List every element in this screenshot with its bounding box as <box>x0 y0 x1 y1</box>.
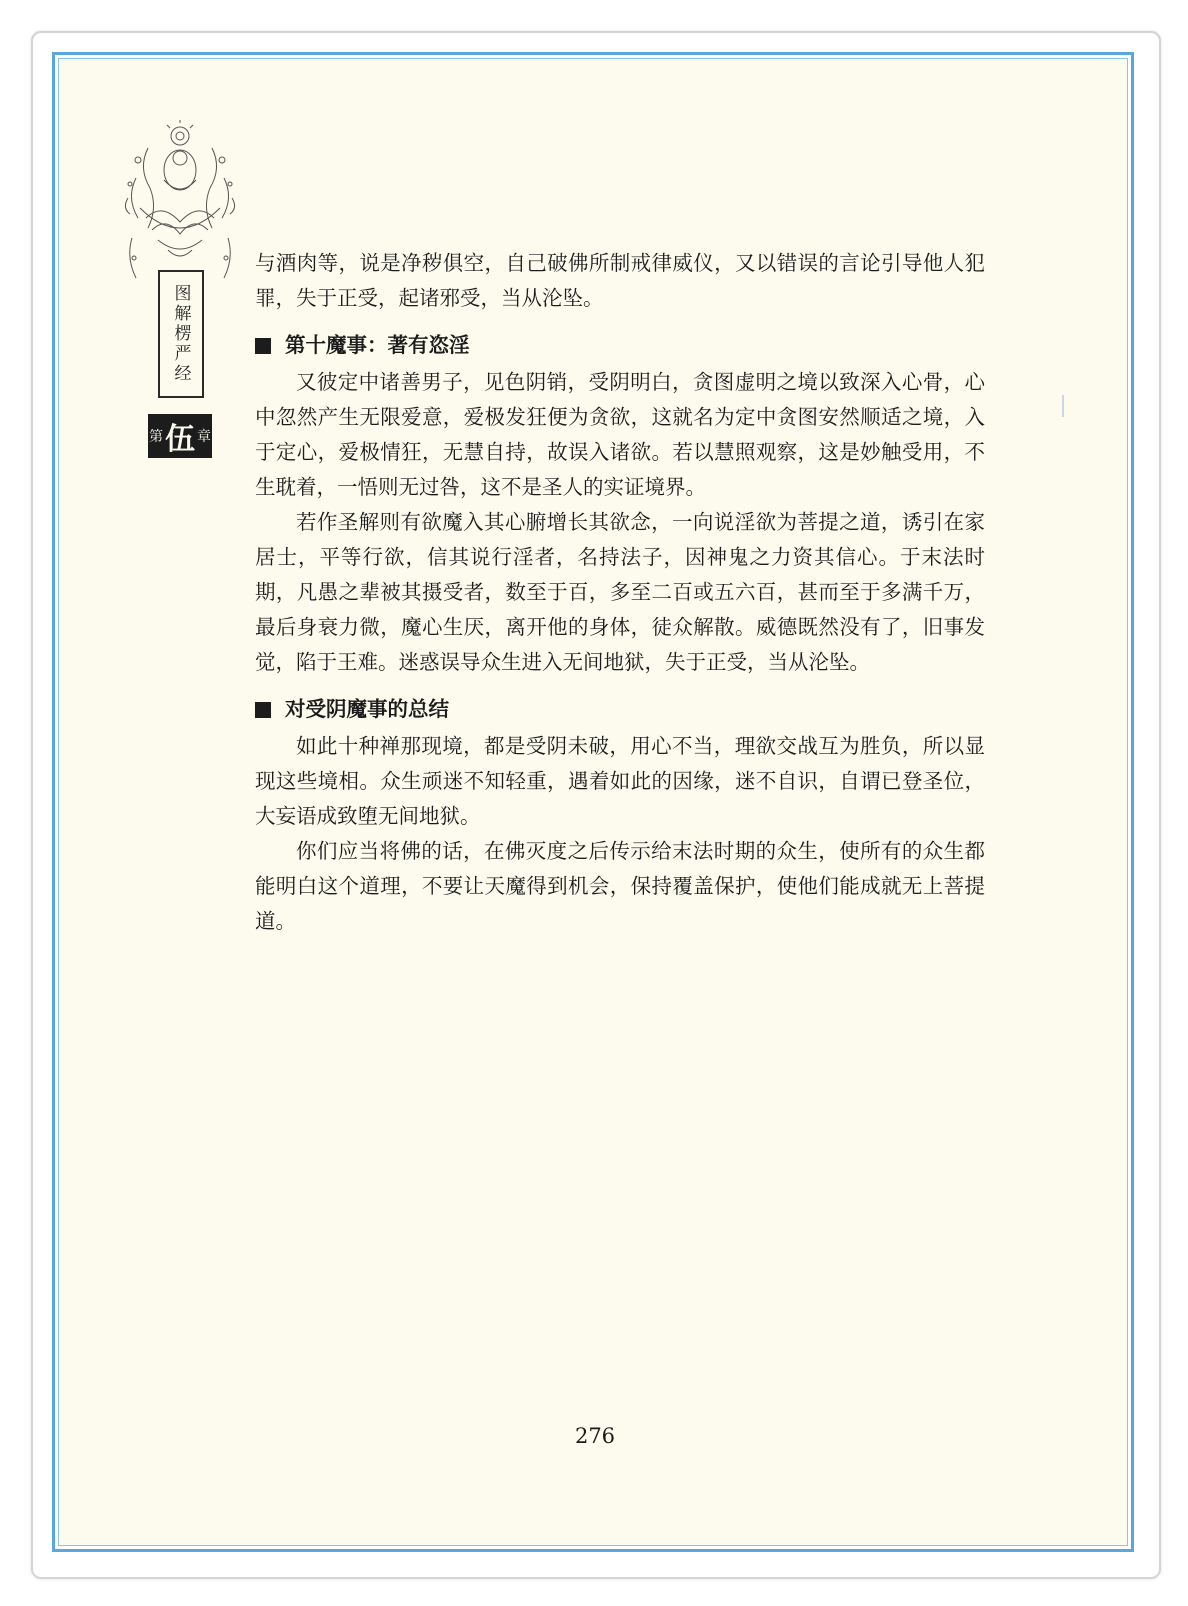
square-bullet-icon <box>255 702 271 718</box>
book-title-spine <box>158 270 204 398</box>
book-title: 图解楞严经 <box>170 284 191 384</box>
chapter-suffix: 章 <box>197 429 211 445</box>
chapter-badge <box>148 414 212 458</box>
section-heading-text: 第十魔事：著有恣淫 <box>285 333 470 357</box>
page-number: 276 <box>574 1424 616 1448</box>
paragraph: 如此十种禅那现境，都是受阴未破，用心不当，理欲交战互为胜负，所以显现这些境相。众生顽迷不知轻重，遇着如此的因缘，迷不自识，自谓已登圣位，大妄语成致堕无间地狱。 <box>255 734 985 828</box>
paragraph-continuation: 与酒肉等，说是净秽俱空，自己破佛所制戒律威仪，又以错误的言论引导他人犯罪，失于正受，起诸邪受，当从沦坠。 <box>255 251 985 310</box>
section-heading <box>255 692 985 727</box>
paragraph: 若作圣解则有欲魔入其心腑增长其欲念，一向说淫欲为菩提之道，诱引在家居士，平等行欲，信其说行淫者，名持法子，因神鬼之力资其信心。于末法时期，凡愚之辈被其摄受者，数至于百，多至二百或五六百，甚而至于多满千万，最后身衰力微，魔心生厌，离开他的身体，徒众解散。威德既然没有了，旧事发觉，陷于王难。迷惑误导众生进入无间地狱，失于正受，当从沦坠。 <box>255 510 985 674</box>
section-heading <box>255 328 985 363</box>
paragraph: 又彼定中诸善男子，见色阴销，受阴明白，贪图虚明之境以致深入心骨，心中忽然产生无限爱意，爱极发狂便为贪欲，这就名为定中贪图安然顺适之境，入于定心，爱极情狂，无慧自持，故误入诸欲。若以慧照观察，这是妙触受用，不生耽着，一悟则无过咎，这不是圣人的实证境界。 <box>255 370 985 499</box>
margin-mark <box>1062 395 1064 417</box>
chapter-prefix: 第 <box>149 429 163 445</box>
paragraph: 你们应当将佛的话，在佛灭度之后传示给末法时期的众生，使所有的众生都能明白这个道理，不要让天魔得到机会，保持覆盖保护，使他们能成就无上菩提道。 <box>255 839 985 933</box>
main-text <box>255 246 985 939</box>
section-heading-text: 对受阴魔事的总结 <box>285 697 449 721</box>
square-bullet-icon <box>255 338 271 354</box>
chapter-number: 伍 <box>165 422 195 457</box>
